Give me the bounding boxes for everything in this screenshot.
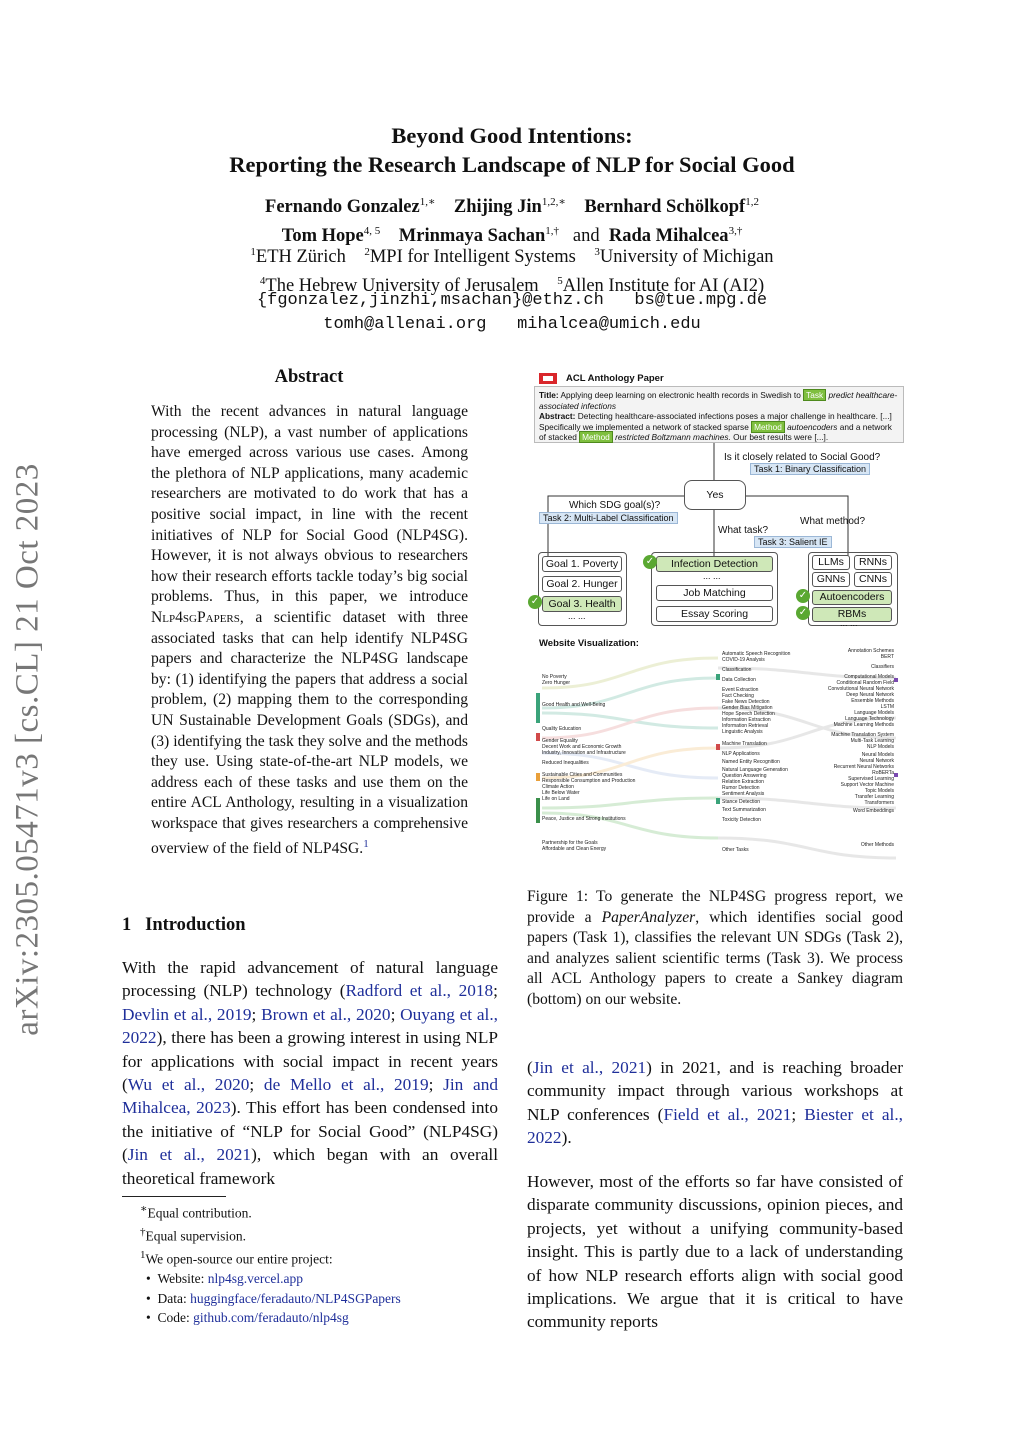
email: tomh@allenai.org (323, 315, 487, 334)
footnote-label: Website: (157, 1271, 208, 1286)
sankey-right-label: Language Technology (845, 716, 894, 722)
sankey-right-label: Transformers (864, 800, 894, 806)
sankey-left-label: Zero Hunger (542, 680, 571, 686)
author-conjunction: and (572, 226, 600, 247)
body-text: ). This effort has been condensed into the initiative of “NLP for Social Good” (NLP4SG) ( (122, 1098, 498, 1165)
figure-caption (527, 887, 903, 1011)
method-item-selected: Autoencoders (812, 590, 892, 605)
paper-title-text: Applying deep learning on electronic health records in Swedish to (558, 390, 804, 400)
footnote-bullet: • Code: github.com/feradauto/nlp4sg (146, 1310, 349, 1325)
citation-link[interactable]: Jin et al., 2021 (127, 1145, 252, 1165)
author-affiliation-mark: 3,† (728, 225, 743, 238)
abstract-body (151, 402, 468, 860)
citation-link[interactable]: Brown et al., 2020 (261, 1004, 391, 1024)
method-term: restricted Boltzmann machines. (612, 432, 731, 443)
goal-item: Goal 2. Hunger (542, 576, 622, 592)
task-ellipsis: ... ... (703, 571, 721, 581)
citation-link[interactable]: Radford et al., 2018 (345, 981, 494, 1001)
author-affiliation-mark: 1,∗ (419, 196, 436, 208)
intro-paragraph: With the rapid advancement of natural language processing (NLP) technology (Radford et al., 2018; Devlin et al., 2019; Brown et al., 2020; Ouyang et al., 2022), there has been a growing interest in using NLP for applications with social impact in recent years (Wu et al., 2020; de Mello et al., 2019; Jin and Mihalcea, 2023). This effort has been condensed into the initiative of “NLP for Social Good” (NLP4SG) (Jin et al., 2021), which began with an overall theoretical framework (122, 958, 498, 1188)
footnote-rule (122, 1196, 226, 1197)
arxiv-identifier: arXiv:2305.05471v3 [cs.CL] 21 Oct 2023 (9, 463, 46, 1036)
author-name: Rada Mihalcea (608, 226, 729, 247)
author-emails (130, 289, 894, 337)
sankey-right-label: BERT (880, 654, 894, 660)
author-affiliation-mark: 1,† (545, 225, 559, 238)
question-method: What method? (800, 516, 866, 527)
footnote-mark: † (140, 1226, 146, 1238)
author-affiliation-mark: 1,2 (745, 196, 759, 208)
footnote-ref[interactable]: 1 (363, 838, 369, 851)
citation-link[interactable]: Jin et al., 2021 (532, 1058, 647, 1077)
task-item-selected: Infection Detection (656, 556, 773, 572)
sankey-left-label: Partnership for the Goals (542, 840, 598, 846)
sankey-node (536, 693, 540, 723)
check-icon: ✓ (796, 606, 810, 620)
method-item: LLMs (812, 555, 850, 570)
sankey-right-label: Recurrent Neural Networks (833, 764, 894, 770)
affiliation: University of Michigan (599, 247, 774, 268)
sankey-node (536, 798, 540, 823)
abstract-text: , a scientific dataset with three associated tasks that can help identify NLP4SG papers and characterize the NLP4SG landscape by: (1) identifying the papers that address a social problem, (2) mapping them to the corresponding UN Sustainable Development Goals (SDGs), and (3) identifying the task they solve and the methods they use. Using state-of-the-art NLP models, we address each of these tasks and use them on the entire ACL Anthology, resulting in a visualization workspace that gives researchers a comprehensive overview of the field of NLP4SG. (151, 608, 468, 858)
body-text: With the rapid advancement of natural language processing (NLP) technology ( (122, 958, 498, 1001)
footnote-bullet: • Data: huggingface/feradauto/NLP4SGPapers (146, 1290, 401, 1306)
paper-title-label: Title: (539, 390, 559, 400)
task-label: Task 2: Multi-Label Classification (539, 512, 678, 524)
sankey-right-label: LSTM (880, 704, 894, 710)
sankey-left-label: Life Below Water (542, 790, 580, 796)
task-tag: Task (803, 389, 826, 401)
sankey-right-label: Computational Models (844, 674, 894, 680)
data-link[interactable]: huggingface/feradauto/NLP4SGPapers (190, 1290, 401, 1306)
email: mihalcea@umich.edu (517, 315, 701, 334)
body-text: ), there has been a growing interest in using NLP for applications with social impact in recent years ( (122, 1028, 498, 1095)
method-ellipsis: ... ... (840, 618, 858, 628)
task-label: Task 3: Salient IE (754, 536, 832, 548)
sankey-mid-label: Relation Extraction (722, 779, 764, 785)
method-tag: Method (579, 431, 613, 443)
email: bs@tue.mpg.de (634, 291, 768, 310)
abstract-heading: Abstract (274, 367, 344, 387)
sankey-right-label: Machine Translation System (831, 732, 894, 738)
sankey-mid-label: COVID-19 Analysis (722, 657, 765, 663)
sankey-left-label: Sustainable Cities and Communities (542, 772, 623, 778)
sankey-node (716, 798, 720, 804)
sankey-left-label: Gender Equality (542, 738, 578, 744)
citation-link[interactable]: de Mello et al., 2019 (263, 1075, 429, 1095)
sankey-left-label: Affordable and Clean Energy (542, 846, 607, 852)
sankey-left-label: Peace, Justice and Strong Institutions (542, 816, 626, 822)
footnote-mark: 1 (140, 1249, 146, 1261)
sankey-left-label: Life on Land (542, 796, 570, 802)
sankey-mid-label: Fake News Detection (722, 699, 770, 705)
citation-link[interactable]: Jin and Mihalcea, 2023 (122, 1075, 498, 1118)
paper-title-line1: Beyond Good Intentions: (391, 123, 633, 148)
sankey-right-label: Other Methods (860, 842, 894, 848)
sankey-right-label: Deep Neural Network (846, 692, 894, 698)
dataset-name: Nlp4sgPapers (151, 608, 240, 626)
method-item: RNNs (854, 555, 892, 570)
sankey-right-label: RoBERTa (872, 770, 894, 776)
affiliation-number: 5 (557, 275, 563, 288)
abstract-text: With the recent advances in natural language processing (NLP), a vast number of applications have emerged across various use cases. Among the plethora of NLP applications, many academic researchers are motivated to do work that has a positive social impact, in line with the recent initiatives of NLP for Social Good (NLP4SG). However, it is not always obvious to researchers how their research efforts tackle today’s big social problems. Thus, in this paper, we introduce (151, 403, 468, 606)
sankey-right-label: Convolutional Neural Network (827, 686, 894, 692)
sankey-node (536, 773, 540, 781)
sankey-right-label: Language Models (854, 710, 894, 716)
figure-header: ACL Anthology Paper (566, 373, 664, 384)
paper-title (150, 121, 874, 179)
author-name: Tom Hope (281, 226, 364, 247)
sankey-right-label: Annotation Schemes (847, 648, 894, 654)
sankey-mid-label: Named Entity Recognition (722, 759, 780, 765)
affiliation-number: 1 (250, 246, 256, 258)
sankey-left-label: Reduced Inequalities (542, 760, 589, 766)
sankey-right-label: Supervised Learning (848, 776, 894, 782)
citation-link[interactable]: Devlin et al., 2019 (122, 1004, 252, 1024)
right-paragraph-1: (Jin et al., 2021) in 2021, and is reaching broader community impact through various workshops at NLP conferences (Field et al., 2021; Biester et al., 2022). (527, 1058, 903, 1148)
sankey-mid-label: Text Summarization (722, 807, 766, 813)
paper-title-text: predict healthcare-associated infections (539, 390, 898, 411)
check-icon: ✓ (643, 555, 657, 569)
affiliation-number: 3 (594, 246, 600, 258)
task-item: Essay Scoring (656, 606, 773, 622)
sankey-mid-label: Question Answering (722, 773, 767, 779)
author-affiliation-mark: 4, 5 (363, 225, 381, 238)
citation-link[interactable]: Biester et al., 2022 (527, 1104, 903, 1148)
sankey-mid-label: Linguistic Analysis (722, 729, 763, 735)
author-name: Bernhard Schölkopf (584, 197, 746, 218)
body-text: ), which began with an overall theoretical framework (122, 1145, 498, 1188)
goal-item-selected: Goal 3. Health (542, 596, 622, 612)
sankey-right-label: NLP Models (866, 744, 894, 750)
footnote-bullet: • Website: nlp4sg.vercel.app (146, 1271, 303, 1286)
body-text: ). (561, 1128, 572, 1148)
sankey-mid-label: Machine Translation (722, 741, 767, 747)
affiliation: ETH Zürich (255, 247, 346, 268)
author-name: Mrinmaya Sachan (398, 226, 546, 247)
sankey-left-label: Quality Education (542, 726, 582, 732)
viz-label: Website Visualization: (539, 638, 639, 649)
sankey-mid-label: Information Retrieval (722, 723, 769, 729)
sankey-right-label: Neural Network (859, 758, 894, 764)
sankey-mid-label: Stance Detection (722, 799, 761, 805)
footnote-text: Equal contribution. (147, 1205, 252, 1221)
affiliation: The Hebrew University of Jerusalem (265, 276, 539, 297)
sankey-mid-label: Information Extraction (722, 717, 771, 723)
sankey-left-label: Decent Work and Economic Growth (542, 744, 622, 750)
author-name: Fernando Gonzalez (265, 197, 420, 218)
caption-text: Figure 1: To generate the NLP4SG progress report, we provide a (527, 888, 903, 926)
citation-link[interactable]: Field et al., 2021 (663, 1104, 792, 1124)
goal-ellipsis: ... ... (568, 611, 586, 621)
sankey-mid-label: Classification (722, 667, 752, 673)
paper-abstract-text: Our best results were [...]. (730, 432, 829, 443)
footnote-text: We open-source our entire project: (145, 1251, 333, 1267)
yes-node: Yes (684, 480, 746, 510)
sankey-right-label: Multi-Task Learning (850, 738, 894, 744)
sankey-right-label: Topic Models (864, 788, 894, 794)
caption-emphasis: PaperAnalyzer (601, 908, 696, 926)
sankey-mid-label: Fact Checking (722, 693, 754, 699)
method-tag: Method (751, 421, 785, 433)
check-icon: ✓ (796, 589, 810, 603)
sankey-mid-label: Automatic Speech Recognition (722, 651, 791, 657)
task-item: Job Matching (656, 585, 773, 601)
sankey-node (716, 674, 720, 680)
goal-item: Goal 1. Poverty (542, 556, 622, 572)
method-term: autoencoders (784, 421, 838, 432)
method-item: GNNs (812, 572, 850, 587)
sankey-right-label: Classifiers (870, 664, 894, 670)
sankey-mid-label: Toxicity Detection (722, 817, 761, 823)
sankey-mid-label: Gender Bias Mitigation (722, 705, 773, 711)
citation-link[interactable]: Ouyang et al., 2022 (122, 1004, 498, 1048)
sankey-left-label: Climate Action (542, 784, 574, 790)
sankey-right-label: Transfer Learning (854, 794, 894, 800)
sankey-mid-label: Natural Language Generation (722, 767, 788, 773)
sankey-mid-label: NLP Applications (722, 751, 760, 757)
website-link[interactable]: nlp4sg.vercel.app (207, 1271, 303, 1286)
author-affiliation-mark: 1,2,∗ (541, 196, 566, 208)
section-number: 1 (122, 915, 132, 935)
question-task: What task? (718, 525, 769, 536)
footnote-text: Equal supervision. (145, 1228, 246, 1244)
right-paragraph-2: However, most of the efforts so far have consisted of disparate community discussions, opinion pieces, and projects, yet without a unifying community-based insight. This is partly due to a lack of understanding of how NLP research efforts align with social good implications. We argue that it is critical to have community reports (527, 1172, 903, 1332)
section-title: Introduction (145, 915, 246, 935)
citation-link[interactable]: Wu et al., 2020 (127, 1075, 250, 1095)
sankey-right-label: Word Embeddings (852, 808, 894, 814)
author-name: Zhijing Jin (453, 197, 542, 218)
sankey-node (536, 733, 540, 741)
task-label: Task 1: Binary Classification (750, 463, 870, 475)
sankey-left-label: No Poverty (542, 674, 567, 680)
sankey-left-label: Good Health and Well-Being (542, 702, 606, 708)
sankey-mid-label: Rumor Detection (722, 785, 760, 791)
footnote-label: Code: (157, 1310, 194, 1325)
sankey-left-label: Responsible Consumption and Production (542, 778, 636, 784)
sankey-right-label: Support Vector Machine (840, 782, 894, 788)
paper-title-line2: Reporting the Research Landscape of NLP for Social Good (229, 152, 795, 177)
check-icon: ✓ (528, 595, 542, 609)
affiliation: MPI for Intelligent Systems (369, 247, 576, 268)
method-item-selected: RBMs (812, 607, 892, 622)
sankey-mid-label: Data Collection (722, 677, 756, 683)
body-text: in 2021, and is reaching broader community impact through various workshops at NLP conferences ( (527, 1058, 903, 1124)
sankey-right-label: Ensemble Methods (851, 698, 894, 704)
paper-abstract-text: and a network of stacked (539, 421, 892, 443)
footnotes (122, 1200, 502, 1328)
affiliation-number: 2 (364, 246, 370, 258)
affiliation: Allen Institute for AI (AI2) (562, 276, 765, 297)
sankey-right-label: Machine Learning Methods (833, 722, 894, 728)
sankey-mid-label: Event Extraction (722, 687, 759, 693)
sankey-node (894, 678, 898, 682)
figure-1 (528, 366, 908, 874)
question-sdg: Which SDG goal(s)? (569, 500, 661, 511)
abstract-label: Abstract: (539, 411, 576, 422)
sankey-mid-label: Other Tasks (722, 847, 749, 853)
caption-text: , which identifies social good papers (Task 1), classifies the relevant UN SDGs (Task 2), and analyzes salient scientific terms (Task 3). We process all ACL Anthology papers to create a Sankey diagram (bottom) on our website. (527, 908, 903, 1008)
affiliation-number: 4 (259, 275, 266, 288)
footnote-label: Data: (157, 1290, 191, 1306)
code-link[interactable]: github.com/feradauto/nlp4sg (193, 1310, 349, 1325)
sankey-right-label: Conditional Random Field (836, 680, 894, 686)
sankey-left-label: Industry, Innovation and Infrastructure (542, 750, 626, 756)
sankey-node (894, 773, 898, 777)
paper-abstract-text: Detecting healthcare-associated infections poses a major challenge in healthcare. [...] Specifically we implemented a network of stacked sparse (539, 411, 892, 432)
sankey-node (716, 744, 720, 750)
section-heading (122, 915, 246, 936)
email: {fgonzalez,jinzhi,msachan}@ethz.ch (256, 291, 604, 310)
method-item: CNNs (854, 572, 892, 587)
sankey-mid-label: Sentiment Analysis (722, 791, 765, 797)
sankey-mid-label: Hope Speech Detection (722, 711, 775, 717)
question-social-good: Is it closely related to Social Good? (724, 452, 881, 463)
footnote-mark: ∗ (140, 1203, 148, 1215)
sankey-right-label: Neural Models (861, 752, 894, 758)
